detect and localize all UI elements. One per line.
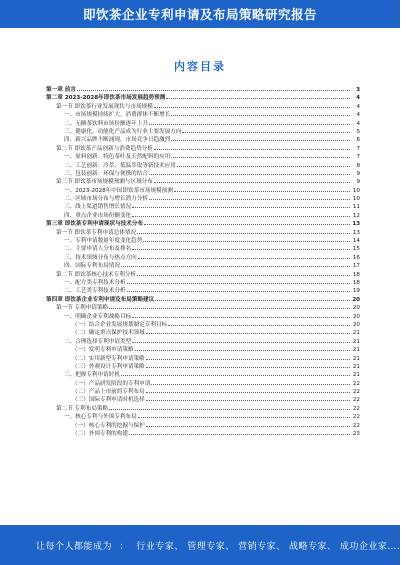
toc-entry-text: 第三节 即饮茶市场规模预测与区域分布 <box>56 179 153 186</box>
toc-entry[interactable] <box>46 304 360 312</box>
toc-entry-text: 第四章 即饮茶企业专利申请及布局策略建议 <box>46 296 155 303</box>
footer-role: 成功企业家 <box>339 541 388 552</box>
toc-leader-dots <box>146 355 350 360</box>
toc-leader-dots <box>166 94 350 99</box>
toc-entry-page: 8 <box>356 162 360 169</box>
toc-entry-text: （一）产品研发阶段的专利申请 <box>72 380 151 387</box>
toc-entry-text: （二）外围专利的构建 <box>72 431 128 438</box>
toc-entry[interactable] <box>46 195 360 203</box>
toc-entry-text: 第一节 专利申请策略 <box>56 305 109 312</box>
report-header <box>0 0 400 28</box>
toc-entry-page: 21 <box>352 330 360 337</box>
toc-entry-text: （二）实用新型专利申请策略 <box>72 355 145 362</box>
toc-entry-text: 一、专利申请数量年度变化趋势 <box>64 238 143 245</box>
toc-leader-dots <box>177 162 350 167</box>
toc-entry[interactable] <box>46 338 360 346</box>
toc-leader-dots <box>154 103 350 108</box>
toc-entry[interactable] <box>46 296 360 304</box>
toc-leader-dots <box>146 388 350 393</box>
toc-entry-page: 22 <box>352 380 360 387</box>
toc-leader-dots <box>121 262 350 267</box>
toc-entry-text: 第一节 即饮茶专利申请总体情况 <box>56 229 137 236</box>
footer-comma: 、 <box>174 541 184 552</box>
toc-entry[interactable] <box>46 162 360 170</box>
toc-entry-text: 第二节 即饮茶产品创新与消费趋势分析 <box>56 145 153 152</box>
toc-entry-text: （二）产品上市前的专利布局 <box>72 389 145 396</box>
toc-entry[interactable] <box>46 329 360 337</box>
toc-entry-page: 7 <box>356 154 360 161</box>
toc-entry-page: 23 <box>352 431 360 438</box>
toc-entry-text: 二、区域市场分布与增长潜力分析 <box>64 196 148 203</box>
footer-slogan-line <box>36 539 406 552</box>
toc-leader-dots <box>138 254 350 259</box>
toc-leader-dots <box>143 237 350 242</box>
toc-entry-page: 7 <box>356 145 360 152</box>
toc-entry-page: 19 <box>352 288 360 295</box>
toc-entry-page: 4 <box>356 120 360 127</box>
toc-entry[interactable] <box>46 178 360 186</box>
toc-entry[interactable] <box>46 237 360 245</box>
toc-entry-page: 18 <box>352 271 360 278</box>
toc-entry-page: 9 <box>356 179 360 186</box>
footer-role: 管理专家 <box>187 541 226 552</box>
toc-leader-dots <box>144 220 350 225</box>
toc-entry-page: 18 <box>352 279 360 286</box>
toc-entry[interactable] <box>46 287 360 295</box>
toc-entry-page: 21 <box>352 372 360 379</box>
toc-leader-dots <box>77 86 350 91</box>
toc-entry-text: 一、原料创新：特色茶叶及天然配料的应用 <box>64 154 171 161</box>
toc-entry[interactable] <box>46 120 360 128</box>
toc-entry-page: 9 <box>356 170 360 177</box>
toc-entry-page: 17 <box>352 263 360 270</box>
toc-entry-text: 一、核心专利与外围专利布局 <box>64 414 137 421</box>
toc-entry[interactable] <box>46 145 360 153</box>
toc-entry-page: 20 <box>352 305 360 312</box>
toc-entry[interactable] <box>46 170 360 178</box>
toc-entry-text: 第一章 前言 <box>46 87 76 93</box>
toc-leader-dots <box>132 338 350 343</box>
toc-entry-page: 10 <box>352 187 360 194</box>
toc-page <box>0 28 400 525</box>
toc-entry-text: （二）确定重点保护技术领域 <box>72 330 145 337</box>
toc-entry-page: 22 <box>352 405 360 412</box>
toc-entry-text: 四、重点企业市场份额变化 <box>64 212 132 219</box>
footer-ellipsis: …… <box>387 541 406 552</box>
toc-leader-dots <box>171 136 350 141</box>
toc-entry-page: 21 <box>352 363 360 370</box>
toc-leader-dots <box>132 313 350 318</box>
toc-leader-dots <box>137 271 350 276</box>
toc-entry-page: 11 <box>352 204 360 211</box>
toc-entry-page: 22 <box>352 414 360 421</box>
footer-role: 行业专家 <box>136 541 175 552</box>
toc-leader-dots <box>138 413 350 418</box>
toc-entry-page: 10 <box>352 196 360 203</box>
toc-entry[interactable] <box>46 422 360 430</box>
toc-leader-dots <box>132 203 350 208</box>
toc-entry[interactable] <box>46 346 360 354</box>
toc-leader-dots <box>149 120 350 125</box>
toc-entry-text: 二、合理选择专利申请类型 <box>64 338 132 345</box>
toc-entry-page: 12 <box>352 212 360 219</box>
footer-comma: 、 <box>327 541 337 552</box>
toc-entry-text: （一）发明专利申请策略 <box>72 347 134 354</box>
toc-entry-text: （三）外观设计专利申请策略 <box>72 363 145 370</box>
toc-entry-page: 4 <box>356 112 360 119</box>
toc-entry-page: 6 <box>356 137 360 144</box>
toc-entry[interactable] <box>46 212 360 220</box>
toc-entry[interactable] <box>46 229 360 237</box>
toc-entry-page: 4 <box>356 103 360 110</box>
toc-list <box>46 86 360 438</box>
toc-leader-dots <box>168 321 350 326</box>
toc-entry-text: 一、市场规模持续扩大，消费群体不断增长 <box>64 112 171 119</box>
toc-leader-dots <box>109 405 350 410</box>
toc-entry[interactable] <box>46 187 360 195</box>
toc-leader-dots <box>132 212 350 217</box>
toc-entry-text: 四、国际专利布局情况 <box>64 263 120 270</box>
toc-entry-page: 20 <box>352 321 360 328</box>
footer-comma: 、 <box>225 541 235 552</box>
toc-entry-text: （三）国际专利申请时机选择 <box>72 397 145 404</box>
toc-entry-page: 22 <box>352 397 360 404</box>
toc-leader-dots <box>174 187 350 192</box>
footer-comma: 、 <box>276 541 286 552</box>
toc-entry[interactable] <box>46 371 360 379</box>
toc-entry[interactable] <box>46 279 360 287</box>
toc-entry[interactable] <box>46 103 360 111</box>
toc-leader-dots <box>132 245 350 250</box>
toc-entry-text: 二、主要申请人分布及排名 <box>64 246 132 253</box>
toc-leader-dots <box>151 380 350 385</box>
toc-entry[interactable] <box>46 413 360 421</box>
toc-entry-text: 三、健康化、功能化产品成为行业主要发展方向 <box>64 128 182 135</box>
toc-entry[interactable] <box>46 313 360 321</box>
toc-entry[interactable] <box>46 321 360 329</box>
toc-entry[interactable] <box>46 94 360 102</box>
toc-leader-dots <box>154 145 350 150</box>
toc-entry-text: 二、工艺类专利技术分析 <box>64 288 126 295</box>
toc-entry[interactable] <box>46 396 360 404</box>
footer-separator: ： <box>119 541 129 552</box>
toc-leader-dots <box>127 287 350 292</box>
footer-slogan: 让每个人都能成为 <box>36 541 113 552</box>
toc-leader-dots <box>155 296 350 301</box>
toc-leader-dots <box>146 422 350 427</box>
toc-entry-text: 二、无糖茶饮料市场份额逐年上升 <box>64 120 148 127</box>
footer-role: 营销专家 <box>238 541 277 552</box>
toc-entry-text: 第三章 即饮茶专利申请现状与技术分布 <box>46 221 144 228</box>
toc-entry[interactable] <box>46 355 360 363</box>
toc-entry-page: 20 <box>352 296 360 303</box>
toc-entry-page: 13 <box>352 229 360 236</box>
toc-leader-dots <box>109 304 350 309</box>
toc-leader-dots <box>146 329 350 334</box>
toc-entry-text: 第二节 即饮茶核心技术专利分析 <box>56 271 137 278</box>
toc-entry[interactable] <box>46 380 360 388</box>
toc-entry-text: 三、把握专利申请时机 <box>64 372 120 379</box>
footer-role: 战略专家 <box>289 541 328 552</box>
toc-entry[interactable] <box>46 405 360 413</box>
toc-entry-page: 22 <box>352 389 360 396</box>
toc-leader-dots <box>182 128 350 133</box>
toc-entry[interactable] <box>46 203 360 211</box>
toc-leader-dots <box>146 396 350 401</box>
toc-entry-text: 第一节 即饮茶行业发展现状与市场规模 <box>56 103 153 110</box>
toc-entry-text: 三、线上渠道销售增长情况 <box>64 204 132 211</box>
toc-entry[interactable] <box>46 363 360 371</box>
toc-entry-page: 5 <box>356 128 360 135</box>
toc-entry-text: 第二章 2023-2028年即饮茶市场发展趋势预测 <box>46 95 166 102</box>
toc-entry[interactable] <box>46 86 360 94</box>
toc-entry[interactable] <box>46 111 360 119</box>
toc-entry-page: 14 <box>352 238 360 245</box>
toc-entry-page: 13 <box>352 221 360 228</box>
toc-entry-text: 一、配方类专利技术分析 <box>64 279 126 286</box>
toc-entry-text: 第二节 专利布局策略 <box>56 405 109 412</box>
toc-entry-page: 3 <box>356 87 360 93</box>
toc-entry-page: 20 <box>352 313 360 320</box>
toc-entry[interactable] <box>46 245 360 253</box>
toc-leader-dots <box>127 279 350 284</box>
toc-leader-dots <box>149 195 350 200</box>
toc-entry-text: 一、2023-2028年中国即饮茶市场规模预测 <box>64 187 173 194</box>
toc-entry-page: 15 <box>352 246 360 253</box>
toc-entry[interactable] <box>46 262 360 270</box>
toc-entry[interactable] <box>46 153 360 161</box>
toc-leader-dots <box>135 346 350 351</box>
toc-entry[interactable] <box>46 430 360 438</box>
toc-entry-page: 21 <box>352 347 360 354</box>
toc-leader-dots <box>146 363 350 368</box>
toc-leader-dots <box>171 111 350 116</box>
toc-entry[interactable] <box>46 271 360 279</box>
toc-leader-dots <box>149 170 350 175</box>
toc-entry-page: 22 <box>352 422 360 429</box>
toc-entry-text: 四、新兴品牌不断涌现，市场竞争日趋激烈 <box>64 137 171 144</box>
toc-entry[interactable] <box>46 254 360 262</box>
toc-entry-page: 4 <box>356 95 360 102</box>
toc-entry-text: 三、包装创新：环保与便携的结合 <box>64 170 148 177</box>
toc-entry[interactable] <box>46 220 360 228</box>
toc-entry-text: （一）结合企业发展规划制定专利目标 <box>72 321 168 328</box>
toc-entry-page: 21 <box>352 338 360 345</box>
toc-leader-dots <box>121 371 350 376</box>
toc-entry[interactable] <box>46 128 360 136</box>
toc-leader-dots <box>137 229 350 234</box>
toc-entry-text: 一、明确企业专利战略目标 <box>64 313 132 320</box>
toc-leader-dots <box>129 430 350 435</box>
toc-heading: 内容目录 <box>174 60 226 73</box>
toc-entry-text: （一）核心专利的挖掘与保护 <box>72 422 145 429</box>
toc-entry[interactable] <box>46 136 360 144</box>
toc-entry[interactable] <box>46 388 360 396</box>
toc-leader-dots <box>154 178 350 183</box>
toc-entry-page: 21 <box>352 355 360 362</box>
toc-leader-dots <box>171 153 350 158</box>
report-footer <box>0 525 406 565</box>
report-title: 即饮茶企业专利申请及布局策略研究报告 <box>82 7 317 22</box>
toc-entry-page: 16 <box>352 254 360 261</box>
toc-entry-text: 三、技术领域分布与热点方向 <box>64 254 137 261</box>
toc-entry-text: 二、工艺创新：冷萃、低温萃取等新技术应用 <box>64 162 176 169</box>
